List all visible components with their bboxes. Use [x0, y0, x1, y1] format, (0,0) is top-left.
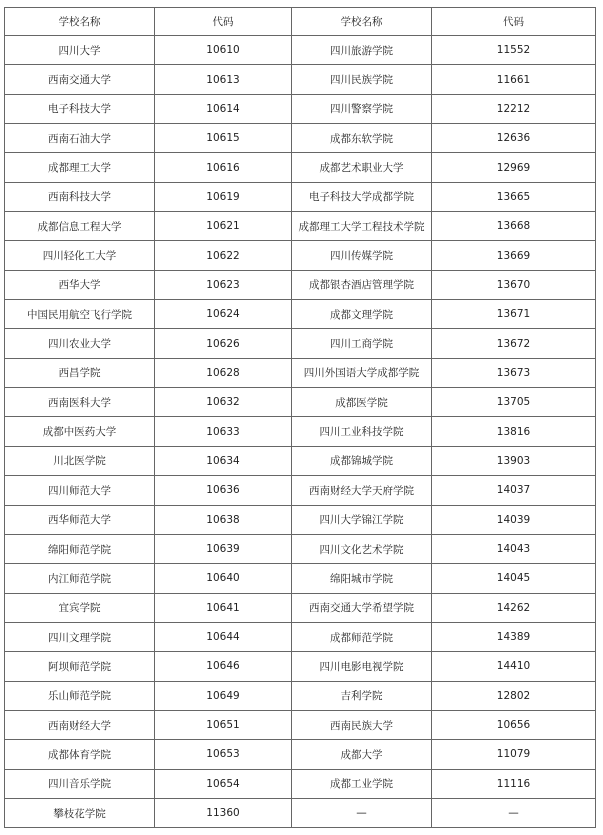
code-cell: 10654	[155, 769, 292, 798]
table-row	[5, 417, 596, 446]
school-name-cell: 宜宾学院	[5, 593, 155, 622]
table-body	[5, 36, 596, 828]
code-cell: 13816	[432, 417, 596, 446]
table-row	[5, 94, 596, 123]
header-school-name-left: 学校名称	[5, 8, 155, 36]
header-code-left: 代码	[155, 8, 292, 36]
code-cell: 14389	[432, 622, 596, 651]
table-row	[5, 182, 596, 211]
code-cell: 13671	[432, 300, 596, 329]
school-name-cell: 西华师范大学	[5, 505, 155, 534]
table-row	[5, 212, 596, 241]
universities-table-container	[4, 7, 595, 828]
table-row	[5, 36, 596, 65]
school-name-cell: 四川外国语大学成都学院	[292, 358, 432, 387]
code-cell: 11552	[432, 36, 596, 65]
code-cell: 14410	[432, 652, 596, 681]
school-name-cell: 成都锦城学院	[292, 446, 432, 475]
school-name-cell: 西南交通大学希望学院	[292, 593, 432, 622]
code-cell: 13672	[432, 329, 596, 358]
table-row	[5, 622, 596, 651]
code-cell: 10634	[155, 446, 292, 475]
code-cell: 10622	[155, 241, 292, 270]
school-name-cell: 四川师范大学	[5, 476, 155, 505]
school-name-cell: 西南财经大学	[5, 710, 155, 739]
school-name-cell: 乐山师范学院	[5, 681, 155, 710]
code-cell: 13673	[432, 358, 596, 387]
table-row	[5, 241, 596, 270]
code-cell: 14262	[432, 593, 596, 622]
school-name-cell: 阿坝师范学院	[5, 652, 155, 681]
universities-table	[4, 7, 596, 828]
school-name-cell: 西南交通大学	[5, 65, 155, 94]
code-cell: 10644	[155, 622, 292, 651]
code-cell: 12212	[432, 94, 596, 123]
code-cell: 12802	[432, 681, 596, 710]
table-row	[5, 681, 596, 710]
code-cell: 10621	[155, 212, 292, 241]
code-cell: 13665	[432, 182, 596, 211]
school-name-cell: 四川大学	[5, 36, 155, 65]
school-name-cell: 四川传媒学院	[292, 241, 432, 270]
table-row	[5, 388, 596, 417]
code-cell: 10628	[155, 358, 292, 387]
table-row	[5, 65, 596, 94]
code-cell: 10640	[155, 564, 292, 593]
code-cell: 10639	[155, 534, 292, 563]
school-name-cell: 四川电影电视学院	[292, 652, 432, 681]
school-name-cell: —	[292, 798, 432, 827]
school-name-cell: 成都理工大学	[5, 153, 155, 182]
school-name-cell: 成都工业学院	[292, 769, 432, 798]
school-name-cell: 成都艺术职业大学	[292, 153, 432, 182]
table-row	[5, 564, 596, 593]
school-name-cell: 四川轻化工大学	[5, 241, 155, 270]
code-cell: 13903	[432, 446, 596, 475]
code-cell: 10638	[155, 505, 292, 534]
code-cell: 11079	[432, 740, 596, 769]
school-name-cell: 西南石油大学	[5, 124, 155, 153]
school-name-cell: 西南财经大学天府学院	[292, 476, 432, 505]
header-code-right: 代码	[432, 8, 596, 36]
code-cell: 14043	[432, 534, 596, 563]
code-cell: 10649	[155, 681, 292, 710]
school-name-cell: 绵阳师范学院	[5, 534, 155, 563]
code-cell: 10651	[155, 710, 292, 739]
code-cell: 10636	[155, 476, 292, 505]
table-row	[5, 798, 596, 827]
table-row	[5, 652, 596, 681]
header-school-name-right: 学校名称	[292, 8, 432, 36]
table-row	[5, 505, 596, 534]
code-cell: 13705	[432, 388, 596, 417]
school-name-cell: 西华大学	[5, 270, 155, 299]
code-cell: 11360	[155, 798, 292, 827]
table-row	[5, 534, 596, 563]
code-cell: 10632	[155, 388, 292, 417]
code-cell: 10626	[155, 329, 292, 358]
code-cell: 13670	[432, 270, 596, 299]
code-cell: 10610	[155, 36, 292, 65]
school-name-cell: 四川工业科技学院	[292, 417, 432, 446]
code-cell: 14037	[432, 476, 596, 505]
code-cell: 10646	[155, 652, 292, 681]
table-row	[5, 124, 596, 153]
table-row	[5, 329, 596, 358]
school-name-cell: 成都文理学院	[292, 300, 432, 329]
school-name-cell: 中国民用航空飞行学院	[5, 300, 155, 329]
code-cell: 12636	[432, 124, 596, 153]
school-name-cell: 四川文化艺术学院	[292, 534, 432, 563]
school-name-cell: 四川文理学院	[5, 622, 155, 651]
code-cell: 10624	[155, 300, 292, 329]
code-cell: 10623	[155, 270, 292, 299]
school-name-cell: 西南医科大学	[5, 388, 155, 417]
code-cell: 10613	[155, 65, 292, 94]
school-name-cell: 成都银杏酒店管理学院	[292, 270, 432, 299]
school-name-cell: 成都东软学院	[292, 124, 432, 153]
code-cell: 10633	[155, 417, 292, 446]
school-name-cell: 西昌学院	[5, 358, 155, 387]
code-cell: 14045	[432, 564, 596, 593]
code-cell: 12969	[432, 153, 596, 182]
code-cell: 10616	[155, 153, 292, 182]
school-name-cell: 成都体育学院	[5, 740, 155, 769]
school-name-cell: 四川音乐学院	[5, 769, 155, 798]
school-name-cell: 绵阳城市学院	[292, 564, 432, 593]
school-name-cell: 电子科技大学成都学院	[292, 182, 432, 211]
school-name-cell: 西南民族大学	[292, 710, 432, 739]
code-cell: 10653	[155, 740, 292, 769]
school-name-cell: 成都医学院	[292, 388, 432, 417]
school-name-cell: 四川农业大学	[5, 329, 155, 358]
table-row	[5, 710, 596, 739]
school-name-cell: 攀枝花学院	[5, 798, 155, 827]
school-name-cell: 成都中医药大学	[5, 417, 155, 446]
code-cell: 11116	[432, 769, 596, 798]
school-name-cell: 四川工商学院	[292, 329, 432, 358]
school-name-cell: 内江师范学院	[5, 564, 155, 593]
code-cell: 10615	[155, 124, 292, 153]
school-name-cell: 四川大学锦江学院	[292, 505, 432, 534]
school-name-cell: 成都师范学院	[292, 622, 432, 651]
table-row	[5, 270, 596, 299]
school-name-cell: 成都理工大学工程技术学院	[292, 212, 432, 241]
table-row	[5, 300, 596, 329]
table-row	[5, 358, 596, 387]
table-row	[5, 446, 596, 475]
school-name-cell: 成都信息工程大学	[5, 212, 155, 241]
code-cell: 10656	[432, 710, 596, 739]
table-row	[5, 476, 596, 505]
school-name-cell: 四川旅游学院	[292, 36, 432, 65]
table-row	[5, 153, 596, 182]
table-row	[5, 769, 596, 798]
code-cell: 11661	[432, 65, 596, 94]
code-cell: —	[432, 798, 596, 827]
school-name-cell: 川北医学院	[5, 446, 155, 475]
code-cell: 13669	[432, 241, 596, 270]
code-cell: 13668	[432, 212, 596, 241]
school-name-cell: 电子科技大学	[5, 94, 155, 123]
code-cell: 10641	[155, 593, 292, 622]
school-name-cell: 成都大学	[292, 740, 432, 769]
table-row	[5, 740, 596, 769]
school-name-cell: 吉利学院	[292, 681, 432, 710]
code-cell: 10619	[155, 182, 292, 211]
school-name-cell: 四川民族学院	[292, 65, 432, 94]
code-cell: 14039	[432, 505, 596, 534]
school-name-cell: 西南科技大学	[5, 182, 155, 211]
school-name-cell: 四川警察学院	[292, 94, 432, 123]
table-row	[5, 593, 596, 622]
table-header-row	[5, 8, 596, 36]
code-cell: 10614	[155, 94, 292, 123]
